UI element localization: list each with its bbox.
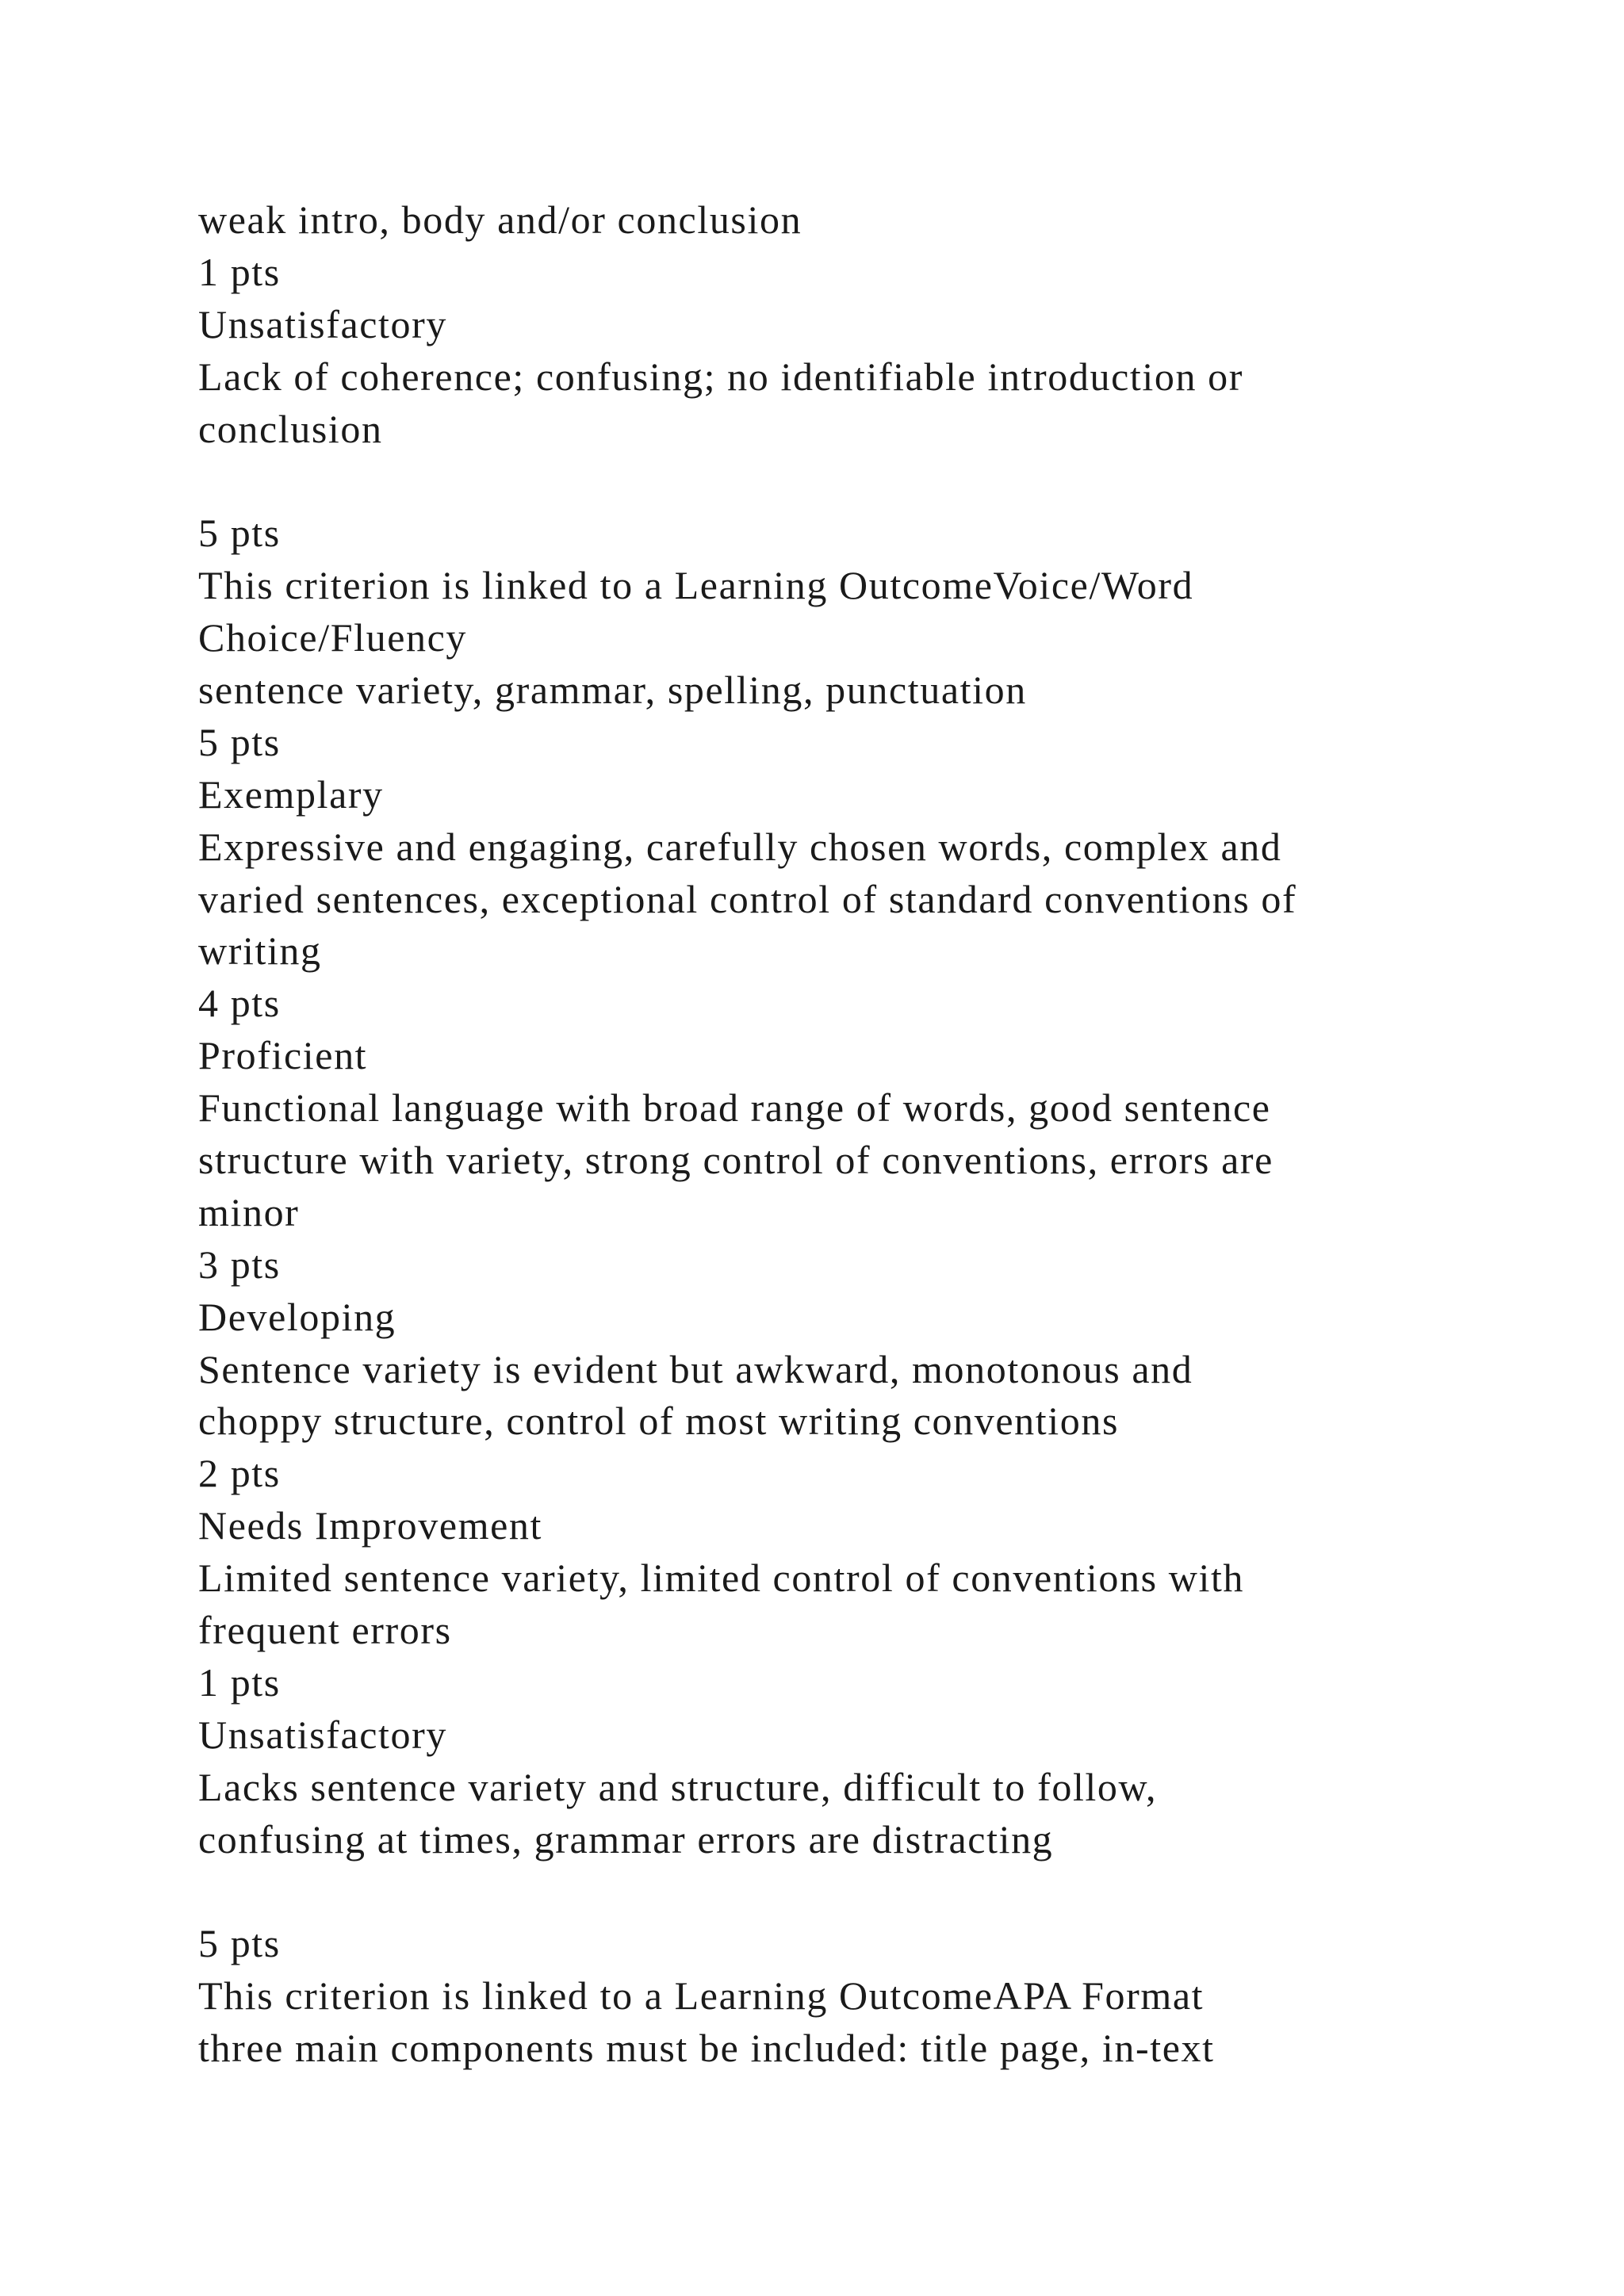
- text-line: 1 pts: [198, 249, 281, 294]
- text-line: Lacks sentence variety and structure, difficult to follow,: [198, 1764, 1158, 1809]
- text-line: three main components must be included: title page, in-text: [198, 2026, 1215, 2071]
- text-line: Functional language with broad range of words, good sentence: [198, 1085, 1271, 1131]
- text-line: Choice/Fluency: [198, 615, 468, 660]
- text-line: conclusion: [198, 406, 383, 451]
- text-line: 4 pts: [198, 981, 281, 1026]
- text-line: Lack of coherence; confusing; no identifiable introduction or: [198, 354, 1244, 399]
- text-line: Expressive and engaging, carefully chosen words, complex and: [198, 824, 1282, 869]
- text-line: This criterion is linked to a Learning OutcomeVoice/Word: [198, 563, 1194, 608]
- text-line: writing: [198, 928, 322, 974]
- text-line: Proficient: [198, 1033, 368, 1078]
- text-line: Unsatisfactory: [198, 1712, 447, 1757]
- text-line: Exemplary: [198, 771, 384, 817]
- text-line: 3 pts: [198, 1242, 281, 1287]
- text-line: frequent errors: [198, 1608, 452, 1653]
- text-line: Unsatisfactory: [198, 301, 447, 346]
- text-line: Limited sentence variety, limited control of conventions with: [198, 1556, 1245, 1601]
- text-line: 5 pts: [198, 511, 281, 556]
- text-line: 1 pts: [198, 1659, 281, 1705]
- text-line: structure with variety, strong control of conventions, errors are: [198, 1138, 1274, 1183]
- text-line: 5 pts: [198, 719, 281, 764]
- blank-line: [198, 455, 1483, 507]
- document-body: [198, 194, 1483, 2075]
- text-line: Developing: [198, 1294, 396, 1339]
- text-line: 2 pts: [198, 1451, 281, 1496]
- text-line: confusing at times, grammar errors are distracting: [198, 1816, 1054, 1862]
- text-line: This criterion is linked to a Learning OutcomeAPA Format: [198, 1973, 1205, 2019]
- blank-line: [198, 1866, 1483, 1919]
- text-line: minor: [198, 1189, 300, 1234]
- text-line: weak intro, body and/or conclusion: [198, 197, 802, 242]
- text-line: Sentence variety is evident but awkward, monotonous and: [198, 1346, 1193, 1391]
- text-line: Needs Improvement: [198, 1503, 543, 1548]
- text-line: sentence variety, grammar, spelling, punctuation: [198, 668, 1027, 713]
- text-line: choppy structure, control of most writing conventions: [198, 1399, 1119, 1444]
- text-line: 5 pts: [198, 1921, 281, 1966]
- text-line: varied sentences, exceptional control of standard conventions of: [198, 876, 1297, 921]
